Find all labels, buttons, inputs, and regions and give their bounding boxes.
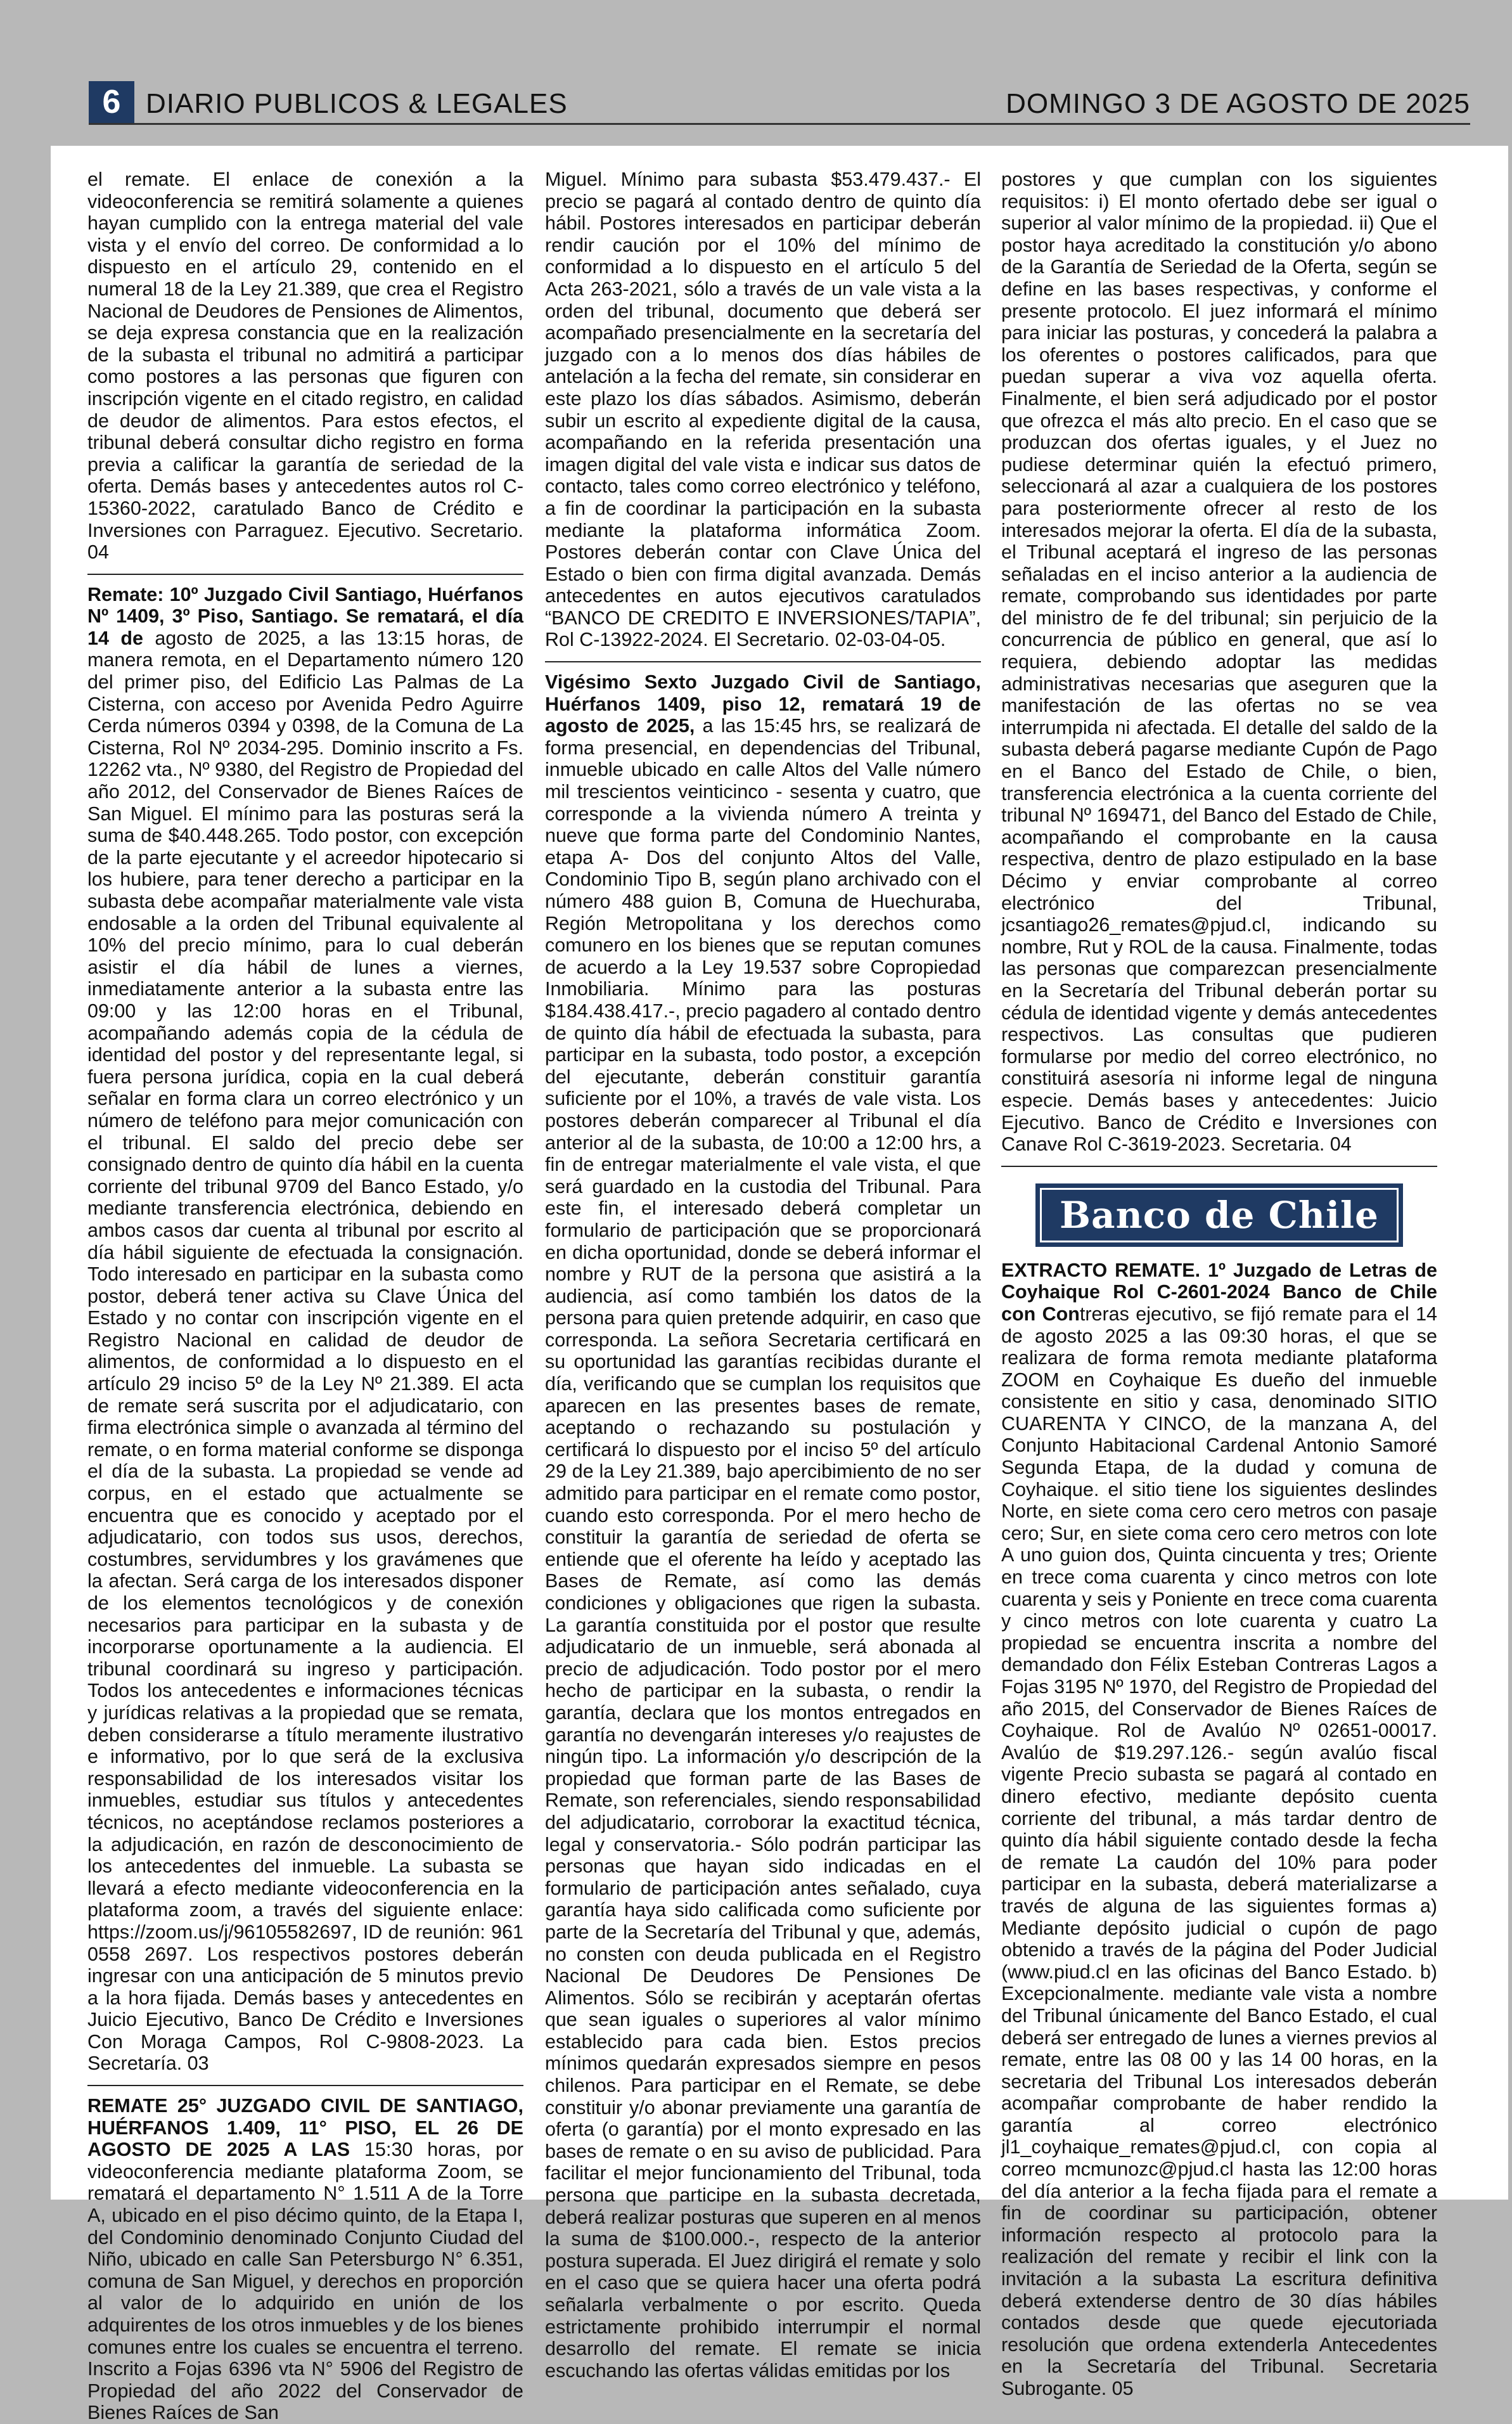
notice-body: a las 15:45 hrs, se realizará de forma presencial, en dependencias del Tribunal, inmueble ubicado en calle Altos del Valle número mil trescientos veinticinco - sesenta y cuatro, que corresponde a la vivienda número A treinta y nueve que forma parte del Condominio Nantes, etapa A- Dos del conjunto Altos del Valle, Condominio Tipo B, según plano archivado con el número 488 guion B, Comuna de Huechuraba, Región Metropolitana y los derechos como comunero en los bienes que se reputan comunes de acuerdo a la Ley 19.537 sobre Copropiedad Inmobiliaria. Mínimo para las posturas $184.438.417.-, precio pagadero al contado dentro de quinto día hábil de efectuada la subasta, para participar en la subasta, todo postor, a excepción del ejecutante, deberán constituir garantía suficiente por el 10%, a través de vale vista. Los postores deberán comparecer al Tribunal el día anterior al de la subasta, de 10:00 a 12:00 hrs, a fin de entregar materialmente el vale vista, el que será guardado en la custodia del Tribunal. Para este fin, el interesado deberá completar un formulario de participación que se proporcionará en dicha oportunidad, donde se deberá informar el nombre y RUT de la persona que asistirá a la audiencia, así como también los datos de la persona para quien pretende adquirir, en caso que corresponda. La señora Secretaria certificará en su oportunidad las garantías recibidas durante el día, verificando que se cumplan los requisitos que aparecen en las presentes bases de remate, aceptando o rechazando su postulación y certificará lo dispuesto por el inciso 5º del artículo 29 de la Ley 21.389, bajo apercibimiento de no ser admitido para participar en el remate como postor, cuando esto corresponda. Por el mero hecho de constituir la garantía de seriedad de oferta se entiende que el oferente ha leído y aceptado las Bases de Remate, así como las demás condiciones y obligaciones que rigen la subasta. La garantía constituida por el postor que resulte adjudicatario de un inmueble, será abonada al precio de adjudicación. Todo postor por el mero hecho de participar en la subasta, o rendir la garantía, declara que los montos entregados en garantía no devengarán intereses y/o reajustes de ningún tipo. La información y/o descripción de la propiedad que forman parte de las Bases de Remate, son referenciales, siendo responsabilidad del adjudicatario, corroborar la exactitud técnica, legal y conservatoria.- Sólo podrán participar las personas que hayan sido indicadas en el formulario de participación antes señalado, cuya garantía haya sido calificada como suficiente por parte de la Secretaría del Tribunal y que, además, no consten con deuda publicada en el Registro Nacional De Deudores De Pensiones De Alimentos. Sólo se recibirán y aceptarán ofertas que sean iguales o superiores al valor mínimo establecido para cada bien. Estos precios mínimos quedarán expresados siempre en pesos chilenos. Para participar en el Remate, se debe constituir y/o abonar previamente una garantía de oferta (o garantía) por el monto expresado en las bases de remate o en su aviso de publicidad. Para facilitar el mejor funcionamiento del Tribunal, toda persona que participe en la subasta decretada, deberá realizar posturas que superen en al menos la suma de $100.000.-, respecto de la anterior postura superada. El Juez dirigirá el remate y solo en el caso que se quiera hacer una oferta podrá señalarla verbalmente o por escrito. Queda estrictamente prohibido interrumpir el normal desarrollo del remate. El remate se inicia escuchando las ofertas válidas emitidas por los — [545, 715, 981, 2382]
notice-heading: Vigésimo Sexto Juzgado Civil de Santiago, Huérfanos 1409, piso 12, rematará 19 de agosto de 2025, — [545, 671, 981, 737]
continued-notice-text: el remate. El enlace de conexión a la videoconferencia se remitirá solamente a quienes hayan cumplido con la entrega material del vale vista y el envío del correo. De conformidad a lo dispuesto en el artículo 29, contenido en el numeral 18 de la Ley 21.389, que crea el Registro Nacional de Deudores de Pensiones de Alimentos, se deja expresa constancia que en la realización de la subasta el tribunal no admitirá a participar como postores a las personas que figuren con inscripción vigente en el citado registro, en calidad de deudor de alimentos. Para estos efectos, el tribunal deberá consultar dicho registro en forma previa a calificar la garantía de seriedad de la oferta. Demás bases y antecedentes autos rol C-15360-2022, caratulado Banco de Crédito e Inversiones con Parraguez. Ejecutivo. Secretario. 04 — [87, 169, 523, 564]
notice-divider — [87, 574, 523, 575]
publication-name: DIARIO PUBLICOS & LEGALES — [146, 88, 568, 119]
notice-vigesimo-sexto-juzgado — [545, 671, 981, 2382]
bank-logo-wrapper — [1001, 1183, 1437, 1247]
notice-heading: EXTRACTO REMATE. 1º Juzgado de Letras de Coyhaique Rol C-2601-2024 Banco de Chile con Con — [1001, 1259, 1437, 1325]
notice-body: 15:30 horas, por videoconferencia mediante plataforma Zoom, se rematará el departamento N° 1.511 A de la Torre A, ubicado en el piso décimo quinto, de la Etapa I, del Condominio denominado Conjunto Ciudad del Niño, ubicado en calle San Petersburgo N° 6.351, comuna de San Miguel, y derechos en proporción al valor de lo adquirido en unión de los adquirentes de los otros inmuebles y de los bienes comunes entre los cuales se encuentra el terreno. Inscrito a Fojas 6396 vta N° 5906 del Registro de Propiedad del año 2022 del Conservador de Bienes Raíces de San — [87, 2139, 523, 2424]
notice-body: treras ejecutivo, se fijó remate para el 14 de agosto 2025 a las 09:30 horas, el que se realizara de forma remota mediante plataforma ZOOM en Coyhaique Es dueño del inmueble consistente en sitio y casa, denominado SITIO CUARENTA Y CINCO, de la manzana A, del Conjunto Habitacional Cardenal Antonio Samoré Segunda Etapa, de la dudad y comuna de Coyhaique. el sitio tiene los siguientes deslindes Norte, en siete coma cero cero metros con pasaje cero; Sur, en siete coma cero cero metros con lote A uno guion dos, Quinta cincuenta y tres; Oriente en trece coma cuarenta y cinco metros con lote cuarenta y seis y Poniente en trece coma cuarenta y cinco metros con lote cuarenta y cuatro La propiedad se encuentra inscrita a nombre del demandado don Félix Esteban Contreras Lagos a Fojas 3195 Nº 1970, del Registro de Propiedad del año 2015, del Conservador de Bienes Raíces de Coyhaique. Rol de Avalúo Nº 02651-00017. Avalúo de $19.297.126.- según avalúo fiscal vigente Precio subasta se pagará al contado en dinero efectivo, mediante depósito cuenta corriente del tribunal, a más tardar dentro de quinto día hábil siguiente contado desde la fecha de remate La caudón del 10% para poder participar en la subasta, deberá materializarse a través de alguna de las siguientes formas a) Mediante depósito judicial o cupón de pago obtenido a través de la página del Poder Judicial (www.piud.cl en las oficinas del Banco Estado. b) Excepcionalmente. mediante vale vista a nombre del Tribunal únicamente del Banco Estado, el cual deberá ser entregado de lunes a viernes previos al remate, entre las 08 00 y las 14 00 horas, en la secretaria del Tribunal Los interesados deberán acompañar comprobante de haber rendido la garantía al correo electrónico jl1_coyhaique_remates@pjud.cl, con copia al correo mcmunozc@pjud.cl hasta las 12:00 horas del día anterior a la fecha fijada para el remate a fin de coordinar su participación, obtener información respecto al protocolo para la realización del remate y recibir el link con la invitación a la subasta La escritura definitiva deberá extenderse dentro de 30 días hábiles contados desde que quede ejecutoriada resolución que ordena extenderla Antecedentes en la Secretaría del Tribunal. Secretaria Subrogante. 05 — [1001, 1303, 1437, 2399]
notice-divider — [545, 661, 981, 662]
notice-divider — [1001, 1166, 1437, 1167]
notice-body: agosto de 2025, a las 13:15 horas, de manera remota, en el Departamento número 120 del primer piso, del Edificio Las Palmas de La Cisterna, con acceso por Avenida Pedro Aguirre Cerda números 0394 y 0398, de la Comuna de La Cisterna, Rol Nº 2034-295. Dominio inscrito a Fs. 12262 vta., Nº 9380, del Registro de Propiedad del año 2012, del Conservador de Bienes Raíces de San Miguel. El mínimo para las posturas será la suma de $40.448.265. Todo postor, con excepción de la parte ejecutante y el acreedor hipotecario si los hubiere, para tener derecho a participar en la subasta debe acompañar materialmente vale vista endosable a la orden del Tribunal equivalente al 10% del precio mínimo, para lo cual deberán asistir el día hábil de lunes a viernes, inmediatamente anterior a la subasta entre las 09:00 y las 12:00 horas en el Tribunal, acompañando además copia de la cédula de identidad del postor y del representante legal, si fuera persona jurídica, copia en la cual deberá señalar en forma clara un correo electrónico y un número de teléfono para mejor comunicación con el tribunal. El saldo del precio debe ser consignado dentro de quinto día hábil en la cuenta corriente del tribunal 9709 del Banco Estado, y/o mediante transferencia electrónica, debiendo en ambos casos dar cuenta al tribunal por escrito al día hábil siguiente de efectuada la consignación. Todo interesado en participar en la subasta como postor, deberá tener activa su Clave Única del Estado y no contar con inscripción vigente en el Registro Nacional en calidad de deudor de alimentos, de conformidad a lo dispuesto en el artículo 29 inciso 5º de la Ley Nº 21.389. El acta de remate será suscrita por el adjudicatario, con firma electrónica simple o avanzada al término del remate, o en forma material conforme se disponga el día de la subasta. La propiedad se vende ad corpus, en el estado que actualmente se encuentra que es conocido y aceptado por el adjudicatario, con todos sus usos, derechos, costumbres, servidumbres y los gravámenes que la afectan. Será carga de los interesados disponer de los elementos tecnológicos y de conexión necesarios para participar en la subasta y de incorporarse oportunamente a la audiencia. El tribunal coordinará su ingreso y participación. Todos los antecedentes e informaciones técnicas y jurídicas relativas a la propiedad que se remata, deben considerarse a título meramente ilustrativo e informativo, por lo que será de la exclusiva responsabilidad de los interesados visitar los inmuebles, estudiar sus títulos y antecedentes técnicos, no aceptándose reclamos posteriores a la adjudicación, en razón de desconocimiento de los antecedentes del inmueble. La subasta se llevará a efecto mediante videoconferencia en la plataforma zoom, a través del siguiente enlace: https://zoom.us/j/96105582697, ID de reunión: 961 0558 2697. Los respectivos postores deberán ingresar con una anticipación de 5 minutos previo a la hora fijada. Demás bases y antecedentes en Juicio Ejecutivo, Banco De Crédito e Inversiones Con Moraga Campos, Rol C-9808-2023. La Secretaría. 03 — [87, 627, 523, 2075]
notice-remate-25-juzgado — [87, 2095, 523, 2424]
notice-extracto-remate-coyhaique — [1001, 1260, 1437, 2400]
notice-heading: Remate: 10º Juzgado Civil Santiago, Huérfanos Nº 1409, 3º Piso, Santiago. Se rematará, el día 14 de — [87, 583, 523, 649]
page-header — [89, 81, 1470, 125]
notice-divider — [87, 2085, 523, 2086]
banco-de-chile-logo: Banco de Chile — [1035, 1183, 1403, 1247]
continued-notice-text: Miguel. Mínimo para subasta $53.479.437.- El precio se pagará al contado dentro de quinto día hábil. Postores interesados en participar deberán rendir caución por el 10% del mínimo de conformidad a lo dispuesto en el artículo 5 del Acta 263-2021, sólo a través de un vale vista a la orden del tribunal, documento que deberá ser acompañado presencialmente en la secretaría del juzgado con a lo menos dos días hábiles de antelación a la fecha del remate, sin considerar en este plazo los días sábados. Asimismo, deberán subir un escrito al expediente digital de la causa, acompañando en la referida presentación una imagen digital del vale vista e indicar sus datos de contacto, tales como correo electrónico y teléfono, a fin de coordinar la participación en la subasta mediante la plataforma informática Zoom. Postores deberán contar con Clave Única del Estado o bien con firma digital avanzada. Demás antecedentes en autos ejecutivos caratulados “BANCO DE CREDITO E INVERSIONES/TAPIA”, Rol C-13922-2024. El Secretario. 02-03-04-05. — [545, 169, 981, 651]
column-1 — [87, 169, 523, 2424]
publication-date: DOMINGO 3 DE AGOSTO DE 2025 — [1006, 88, 1470, 119]
column-2 — [545, 169, 981, 2382]
newspaper-page — [51, 146, 1508, 2424]
continued-notice-text: postores y que cumplan con los siguientes requisitos: i) El monto ofertado debe ser igual o superior al valor mínimo de la propiedad. ii) Que el postor haya acreditado la constitución y/o abono de la Garantía de Seriedad de la Oferta, según se define en las bases respectivas, y conforme el presente protocolo. El juez informará el mínimo para iniciar las posturas, y concederá la palabra a los oferentes o postores calificados, para que puedan superar a viva voz aquella oferta. Finalmente, el bien será adjudicado por el postor que ofrezca el más alto precio. En el caso que se produzcan dos ofertas iguales, y el Juez no pudiese determinar quién la efectuó primero, seleccionará al azar a cualquiera de los postores para posteriormente ofrecer al resto de los interesados mejorar la oferta. El día de la subasta, el Tribunal aceptará el ingreso de las personas señaladas en el inciso anterior a la audiencia de remate, comprobando sus identidades por parte del ministro de fe del tribunal; sin perjuicio de la concurrencia de público en general, que así lo requiera, debiendo adoptar las medidas administrativas necesarias que aseguren que la manifestación de las ofertas no se vea interrumpida ni afectada. El detalle del saldo de la subasta deberá pagarse mediante Cupón de Pago en el Banco del Estado de Chile, o bien, transferencia electrónica a la cuenta corriente del tribunal Nº 169471, del Banco del Estado de Chile, acompañando el comprobante en la causa respectiva, dentro de plazo estipulado en la base Décimo y enviar comprobante al correo electrónico del Tribunal, jcsantiago26_remates@pjud.cl, indicando su nombre, Rut y ROL de la causa. Finalmente, todas las personas que comparezcan presencialmente en la Secretaría del Tribunal deberán portar su cédula de identidad vigente y demás antecedentes respectivos. Las consultas que pudieren formularse por medio del correo electrónico, no constituirá asesoría ni informe legal de ninguna especie. Demás bases y antecedentes: Juicio Ejecutivo. Banco de Crédito e Inversiones con Canave Rol C-3619-2023. Secretaria. 04 — [1001, 169, 1437, 1156]
notice-heading: REMATE 25° JUZGADO CIVIL DE SANTIAGO, HUÉRFANOS 1.409, 11° PISO, EL 26 DE AGOSTO DE 2025 A LAS — [87, 2095, 523, 2161]
notice-remate-10-juzgado — [87, 584, 523, 2075]
page-number: 6 — [89, 81, 134, 123]
column-3 — [1001, 169, 1437, 2399]
